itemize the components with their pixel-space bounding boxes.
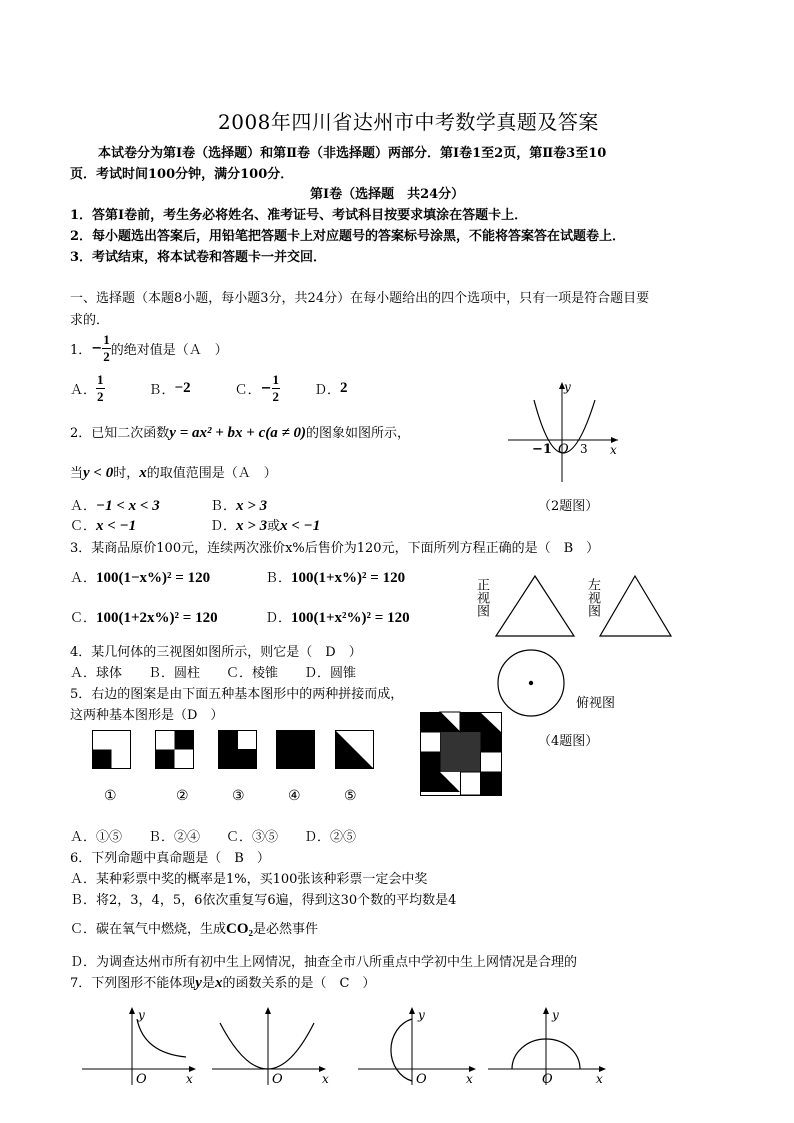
question-5-options: Ａ．①⑤ Ｂ．②④ Ｃ．③⑤ Ｄ．②⑤ xyxy=(70,830,357,845)
q2-parabola-figure xyxy=(500,378,630,488)
shape-label-3: ③ xyxy=(232,788,245,804)
front-view-label: 正视图 xyxy=(474,578,489,617)
q6-option-c: Ｃ．碳在氧气中燃烧，生成CO₂是必然事件 xyxy=(70,921,319,937)
q7-graph-b xyxy=(210,1005,328,1085)
q1-option-b-value: −2 xyxy=(174,379,191,396)
q2-cond-x: x xyxy=(139,465,147,481)
question-2-condition xyxy=(70,462,277,482)
section1-line-1: 一、选择题（本题8小题，每小题3分，共24分）在每小题给出的四个选项中，只有一项是符合题目要 xyxy=(70,291,650,306)
shape-label-5: ⑤ xyxy=(344,788,357,804)
shape-5 xyxy=(335,730,375,770)
question-2-stem xyxy=(70,422,410,442)
question-3-stem: 3．某商品原价100元，连续两次涨价x%后售价为120元，下面所列方程正确的是（ B ） xyxy=(70,541,600,556)
q3-option-a: Ａ．100(1−x%)² = 120 xyxy=(70,570,211,586)
intro-line-2: 页．考试时间100分钟，满分100分． xyxy=(70,167,294,182)
q6-option-d: Ｄ．为调查达州市所有初中生上网情况，抽查全市八所重点中学初中生上网情况是合理的 xyxy=(70,955,578,970)
q1-option-a-label: Ａ． xyxy=(70,382,97,398)
q1-option-c-label: Ｃ． xyxy=(234,382,261,398)
q4-figure-caption: （4题图） xyxy=(538,734,599,749)
q7-d-axis-y: y xyxy=(552,1008,559,1022)
q2-option-c: Ｃ．x < −1 xyxy=(70,518,137,534)
q7-a-axis-y: y xyxy=(138,1008,145,1022)
composite-pattern xyxy=(420,712,504,798)
shape-3 xyxy=(218,730,258,770)
q1-prefix: 1． xyxy=(70,342,92,358)
q7-a-origin: O xyxy=(136,1072,147,1087)
front-view-triangle xyxy=(494,574,576,638)
shape-label-1: ① xyxy=(104,788,117,804)
left-view-label: 左视图 xyxy=(585,578,600,617)
question-4-options: Ａ．球体 Ｂ．圆柱 Ｃ．棱锥 Ｄ．圆锥 xyxy=(70,666,357,681)
shape-4 xyxy=(276,730,316,770)
section1-line-2: 求的． xyxy=(70,313,110,328)
q7-a-axis-x: x xyxy=(186,1072,193,1086)
q1-fraction: $\frac{1}{2}$ xyxy=(103,331,110,364)
q3-option-d: Ｄ．100(1+x²%)² = 120 xyxy=(265,610,410,626)
note-1: 1．答第Ⅰ卷前，考生务必将姓名、准考证号、考试科目按要求填涂在答题卡上． xyxy=(70,208,528,223)
note-3: 3．考试结束，将本试卷和答题卡一并交回． xyxy=(70,250,327,265)
q1-option-d-value: 2 xyxy=(340,379,348,396)
q6-option-a: Ａ．某种彩票中奖的概率是1%，买100张该种彩票一定会中奖 xyxy=(70,872,428,887)
question-5-line-1: 5．右边的图案是由下面五种基本图形中的两种拼接而成， xyxy=(70,687,404,702)
shape-2 xyxy=(155,730,195,770)
top-view-circle xyxy=(496,648,568,720)
q2-formula: y = ax² + bx + c(a ≠ 0) xyxy=(169,425,306,441)
q3-option-b: Ｂ．100(1+x%)² = 120 xyxy=(265,570,406,586)
question-1-stem: 1． − $\frac{1}{2}$ 的绝对值是（Ａ ） xyxy=(70,331,228,364)
q7-d-axis-x: x xyxy=(596,1072,603,1086)
shape-1 xyxy=(92,730,132,770)
top-view-label: 俯视图 xyxy=(576,696,616,711)
q2-cond: y < 0 xyxy=(83,465,114,481)
q1-option-d-label: Ｄ． xyxy=(314,382,341,398)
q2-prefix: 2．已知二次函数 xyxy=(70,426,170,441)
q2-fig-label-3: 3 xyxy=(580,442,588,456)
left-view-triangle xyxy=(598,574,674,638)
question-7-stem: 7．下列图形不能体现y是x的函数关系的是（ C ） xyxy=(70,975,376,991)
q2-cond-suffix: 的取值范围是（Ａ ） xyxy=(146,466,277,481)
q2-suffix: 的图象如图所示， xyxy=(305,426,410,441)
q7-c-origin: O xyxy=(416,1072,427,1087)
q2-figure-caption: （2题图） xyxy=(538,499,599,514)
q2-fig-label-neg1: −1 xyxy=(532,442,552,457)
question-5-line-2: 这两种基本图形是（D ） xyxy=(70,708,224,723)
q7-c-axis-x: x xyxy=(466,1072,473,1086)
question-1-options: Ａ． $\frac{1}{2}$ Ｂ． −2 Ｃ． − $\frac{1}{2}$ Ｄ． 2 xyxy=(70,371,348,404)
q2-option-a: Ａ．−1 < x < 3 xyxy=(70,498,160,514)
q3-option-c: Ｃ．100(1+2x%)² = 120 xyxy=(70,610,218,626)
q2-cond-mid: 时， xyxy=(113,466,140,481)
q7-b-axis-x: x xyxy=(322,1072,329,1086)
q6-option-b: Ｂ．将2，3，4，5，6依次重复写6遍，得到这30个数的平均数是4 xyxy=(70,893,457,908)
q7-b-origin: O xyxy=(272,1072,283,1087)
q1-stem-suffix: 的绝对值是（Ａ ） xyxy=(110,342,228,358)
question-4-stem: 4．某几何体的三视图如图所示，则它是（ D ） xyxy=(70,645,362,660)
part1-heading: 第Ⅰ卷（选择题 共24分） xyxy=(310,187,465,202)
q2-cond-prefix: 当 xyxy=(70,466,84,481)
question-6-stem: 6．下列命题中真命题是（ B ） xyxy=(70,851,270,866)
q2-option-b: Ｂ．x > 3 xyxy=(210,498,268,514)
q2-fig-label-y: y xyxy=(564,380,571,394)
shape-label-2: ② xyxy=(176,788,189,804)
intro-line-1: 本试卷分为第Ⅰ卷（选择题）和第Ⅱ卷（非选择题）两部分．第Ⅰ卷1至2页，第Ⅱ卷3至10 xyxy=(98,146,607,161)
q1-option-c-fraction: $\frac{1}{2}$ xyxy=(272,371,280,404)
q2-fig-label-o: O xyxy=(558,442,569,457)
q2-option-d: Ｄ．x > 3或x < −1 xyxy=(210,518,321,534)
q2-fig-label-x: x xyxy=(610,443,617,457)
shape-label-4: ④ xyxy=(288,788,301,804)
q1-option-b-label: Ｂ． xyxy=(148,382,175,398)
q1-option-a-fraction: $\frac{1}{2}$ xyxy=(97,371,104,404)
q7-d-origin: O xyxy=(542,1072,553,1087)
q7-c-axis-y: y xyxy=(418,1008,425,1022)
note-2: 2．每小题选出答案后，用铅笔把答题卡上对应题号的答案标号涂黑，不能将答案答在试题卷上． xyxy=(70,229,626,244)
page-title: 2008年四川省达州市中考数学真题及答案 xyxy=(218,110,599,134)
